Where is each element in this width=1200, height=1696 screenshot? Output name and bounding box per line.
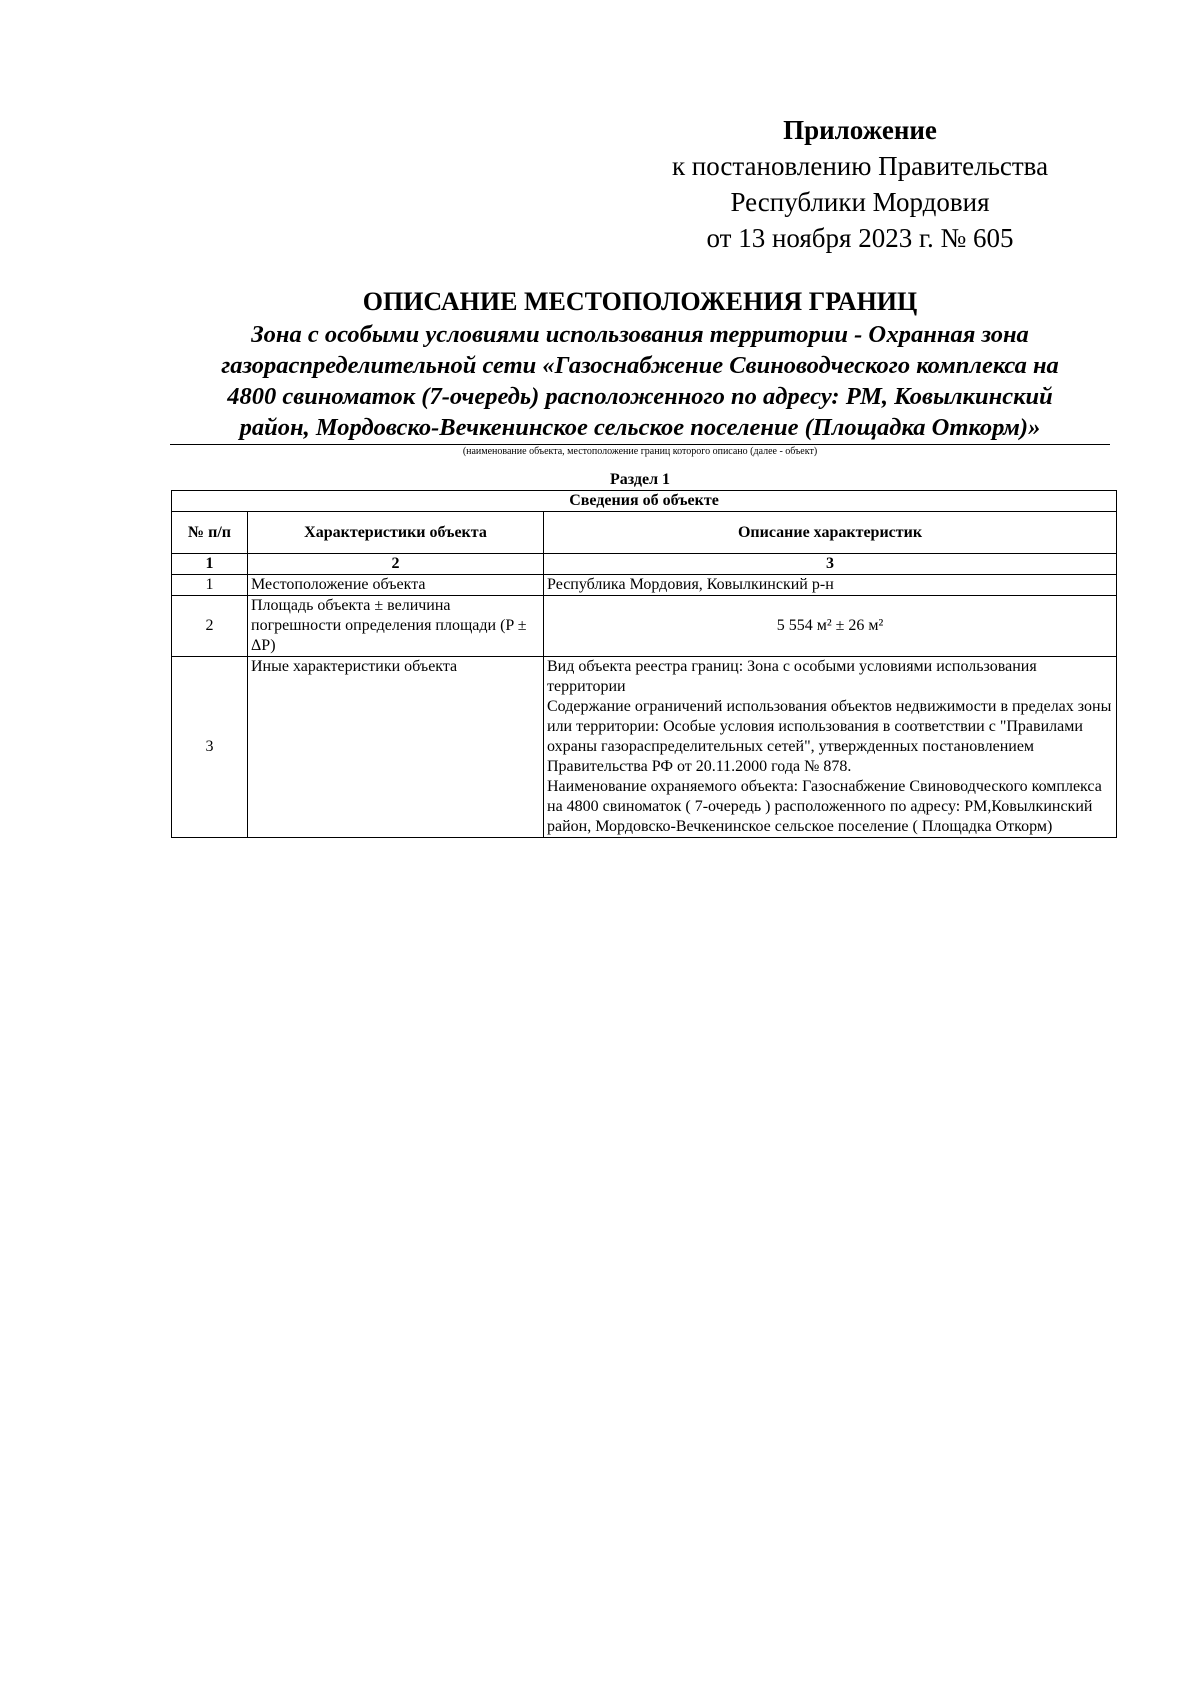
row-characteristic: Иные характеристики объекта [248, 657, 544, 838]
column-number: 1 [172, 554, 248, 575]
appendix-block [660, 112, 1060, 256]
row-num: 1 [172, 575, 248, 596]
row-characteristic: Местоположение объекта [248, 575, 544, 596]
column-number: 3 [544, 554, 1117, 575]
document-title: ОПИСАНИЕ МЕСТОПОЛОЖЕНИЯ ГРАНИЦ [362, 287, 918, 316]
row-characteristic: Площадь объекта ± величина погрешности определения площади (P ± ΔP) [248, 596, 544, 657]
description-part: Вид объекта реестра границ: Зона с особыми условиями использования территории [547, 658, 1037, 695]
description-part: Содержание ограничений использования объектов недвижимости в пределах зоны или территории: Особые условия использования в соответствии с "Правилами охраны газораспределительных сетей", утвержденных постановлением Правительства РФ от 20.11.2000 года № 878. [547, 698, 1112, 775]
row-description [544, 657, 1117, 838]
object-name [170, 319, 1110, 445]
column-number: 2 [248, 554, 544, 575]
header-num: № п/п [172, 512, 248, 554]
appendix-heading: Приложение [783, 115, 937, 145]
row-num: 2 [172, 596, 248, 657]
appendix-line: к постановлению Правительства [671, 151, 1049, 181]
table-row [172, 575, 1117, 596]
object-name-caption: (наименование объекта, местоположение границ которого описано (далее - объект) [462, 446, 818, 457]
row-description: 5 554 м² ± 26 м² [544, 596, 1117, 657]
description-part: Наименование охраняемого объекта: Газоснабжение Свиноводческого комплекса на 4800 свиноматок ( 7-очередь ) расположенного по адресу: РМ,Ковылкинский район, Мордовско-Вечкенинское сельское поселение ( Площадка Откорм) [547, 778, 1102, 835]
column-number-row [172, 554, 1117, 575]
table-row [172, 657, 1117, 838]
table-title: Сведения об объекте [172, 491, 1117, 512]
table-row [172, 596, 1117, 657]
object-name-line: газораспределительной сети «Газоснабжение Свиноводческого комплекса на [221, 352, 1059, 379]
row-num: 3 [172, 657, 248, 838]
header-characteristics: Характеристики объекта [248, 512, 544, 554]
document-title-block [170, 285, 1110, 459]
table-header-row [172, 512, 1117, 554]
object-name-line: 4800 свиноматок (7-очередь) расположенного по адресу: РМ, Ковылкинский [227, 383, 1053, 410]
appendix-line: Республики Мордовия [730, 187, 990, 217]
object-name-line: район, Мордовско-Вечкенинское сельское поселение (Площадка Откорм)» [239, 414, 1041, 441]
header-description: Описание характеристик [544, 512, 1117, 554]
object-name-line: Зона с особыми условиями использования территории - Охранная зона [251, 321, 1029, 348]
appendix-date-line: от 13 ноября 2023 г. № 605 [706, 223, 1014, 253]
table-title-row [172, 491, 1117, 512]
row-description: Республика Мордовия, Ковылкинский р-н [544, 575, 1117, 596]
section-label: Раздел 1 [609, 471, 671, 488]
object-info-table [171, 490, 1117, 838]
